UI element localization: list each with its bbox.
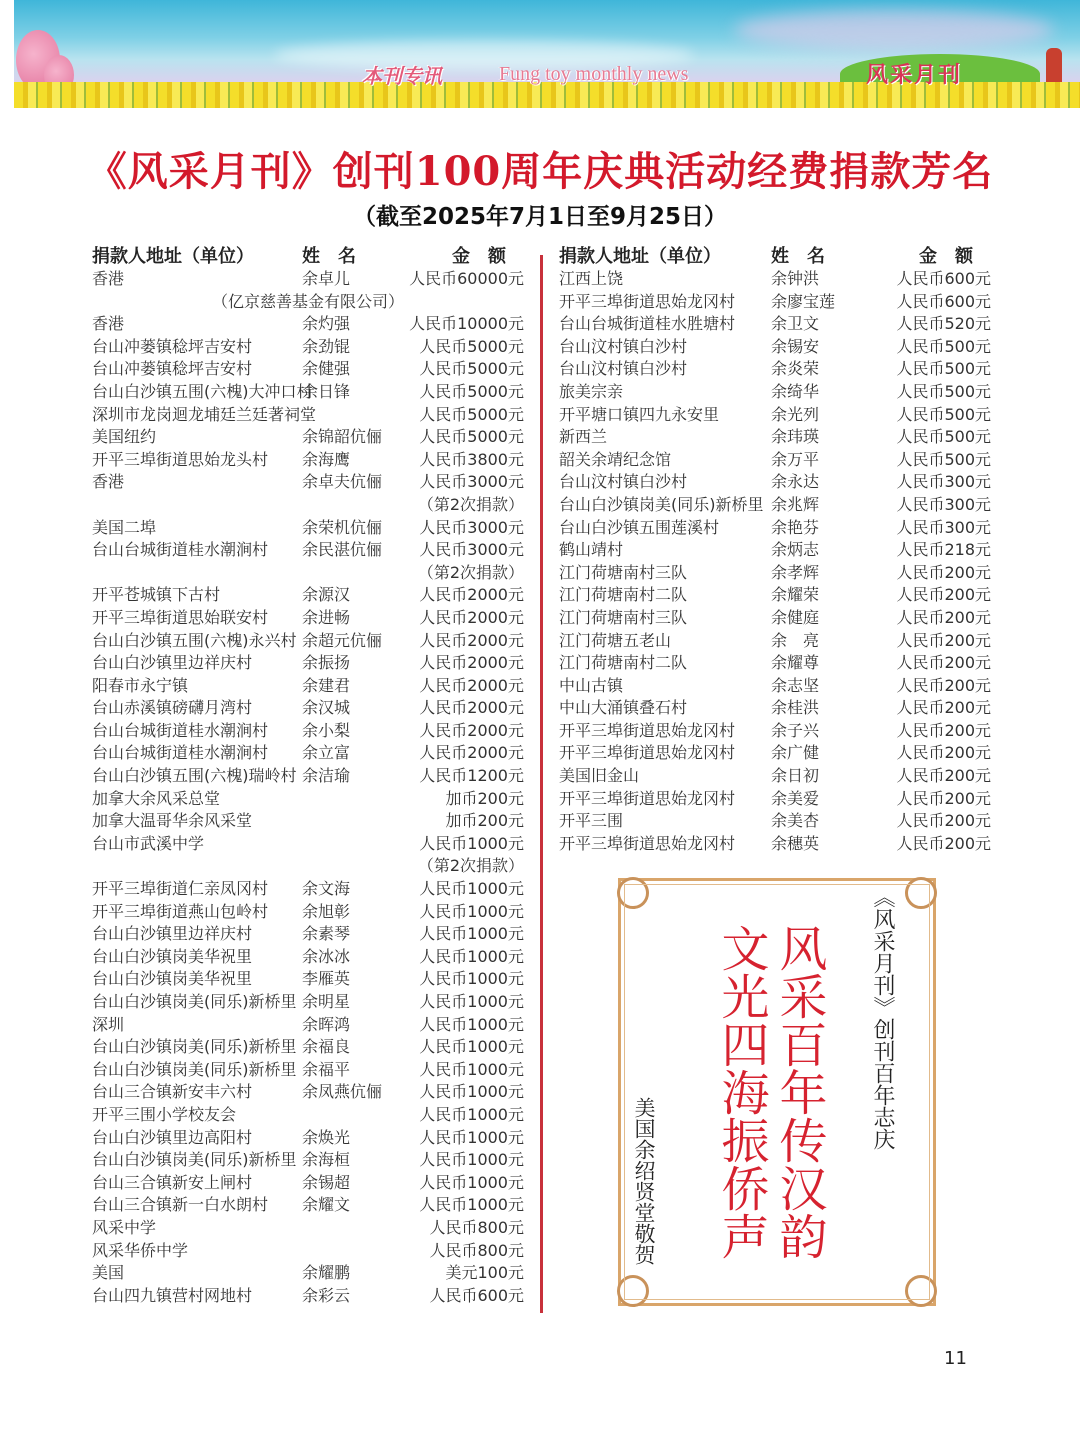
donor-address: 江门荷塘南村三队 [559,562,688,582]
donor-address: 开平三埠街道思始联安村 [92,607,269,627]
table-header [92,246,524,268]
donation-amount: 人民币10000元 [409,314,524,334]
donor-name: 余超元伉俪 [302,630,383,650]
donation-amount: 人民币1000元 [419,969,524,989]
donor-address: 风采中学 [92,1217,157,1237]
donation-amount: 人民币1000元 [419,1172,524,1192]
donor-address: 台山白沙镇五围(六槐)瑞岭村 [92,766,297,786]
donor-name: 余美杏 [771,811,820,831]
donation-amount: 人民币200元 [896,607,991,627]
donation-amount: 人民币1000元 [419,833,524,853]
donor-name: 余艳芬 [771,517,820,537]
table-row [559,517,991,540]
donor-address: 台山白沙镇岗美(同乐)新桥里 [92,992,297,1011]
donation-amount: 人民币500元 [896,449,991,469]
donor-name: 余焕光 [302,1127,351,1147]
donor-name: 余子兴 [771,720,820,740]
donation-amount: 人民币1200元 [419,766,524,786]
donation-amount: 人民币2000元 [419,585,524,605]
card-couplet-line2: 文光四海振侨声 [713,924,769,1260]
donor-address: 深圳市龙岗迴龙埔廷兰廷著祠堂 [92,404,317,424]
table-row [559,742,991,765]
donation-amount: 人民币5000元 [419,404,524,424]
donor-name: 余耀荣 [771,585,820,605]
donor-name: 余晖鸿 [302,1014,351,1034]
donor-name: 余劲锟 [302,336,351,356]
donor-address: 台山汶村镇白沙村 [559,472,688,492]
donor-name: 余耀文 [302,1195,351,1215]
table-row [92,1285,524,1308]
donor-name: 余永达 [771,472,820,492]
donation-amount: 人民币5000元 [419,381,524,401]
donor-address: 香港 [92,472,125,492]
donation-amount: 人民币200元 [896,630,991,650]
donor-list-right [559,246,991,855]
donor-address: 美国纽约 [92,427,157,447]
donation-amount: 人民币500元 [896,404,991,424]
donor-address: 台山白沙镇里边祥庆村 [92,924,253,944]
header-address: 捐款人地址（单位） [92,246,254,267]
donor-name: 余小梨 [302,720,351,740]
donation-amount: 人民币1000元 [419,1059,524,1079]
donor-name: 余锡超 [302,1172,351,1192]
donor-address: 台山白沙镇岗美(同乐)新桥里 [92,1037,297,1057]
table-row [92,562,524,585]
donor-address: 开平塘口镇四九永安里 [559,404,720,424]
donor-address: 开平三围小学校友会 [92,1104,237,1124]
donation-amount: 人民币500元 [896,336,991,356]
donor-address: 台山白沙镇岗美(同乐)新桥里 [92,1059,297,1079]
card-signature: 美国余绍贤堂敬贺 [632,1097,656,1265]
donation-amount: 人民币1000元 [419,924,524,944]
donor-name: 余光列 [771,404,820,424]
table-row [559,313,991,336]
donor-address: 美国 [92,1263,125,1283]
donor-address: 美国二埠 [92,517,157,537]
header-amount: 金 额 [452,246,506,267]
banner-brand: 风采月刊 [866,62,963,88]
donor-address: 台山台城街道桂水胜塘村 [559,314,736,334]
donor-address: 台山白沙镇五围(六槐)大冲口村 [92,381,313,401]
table-row [559,720,991,743]
donor-address: 台山白沙镇五围莲溪村 [559,517,720,537]
table-row [92,358,524,381]
donor-address: 鹤山靖村 [559,540,624,560]
donor-address: 台山汶村镇白沙村 [559,359,688,379]
donation-amount: 人民币5000元 [419,336,524,356]
donation-amount: 人民币2000元 [419,630,524,650]
donation-amount: 人民币3000元 [419,517,524,537]
donation-amount: 人民币2000元 [419,653,524,673]
donation-amount: 人民币200元 [896,788,991,808]
donation-amount: 人民币1000元 [419,1037,524,1057]
donation-amount: 人民币2000元 [419,675,524,695]
donation-amount: 人民币800元 [429,1240,524,1260]
donation-amount: 人民币1000元 [419,992,524,1011]
donor-address: 台山冲蒌镇稔坪吉安村 [92,336,253,356]
donor-address: 阳春市永宁镇 [92,675,189,695]
donation-amount: 人民币500元 [896,427,991,447]
donation-amount: 人民币500元 [896,359,991,379]
donor-address: 香港 [92,314,125,334]
table-row [559,697,991,720]
donation-amount: 人民币1000元 [419,1014,524,1034]
donor-address: 江西上饶 [559,269,624,288]
donor-name: 余锡安 [771,336,820,356]
donation-amount: 人民币200元 [896,833,991,853]
donor-address: 台山三合镇新一白水朗村 [92,1195,269,1215]
table-row [92,923,524,946]
donor-address: 台山三合镇新安丰六村 [92,1082,253,1102]
donor-name: 余冰冰 [302,946,351,966]
donor-name: 余源汉 [302,585,351,605]
donor-name: 余万平 [771,449,820,469]
table-row [92,833,524,856]
donation-amount: 人民币800元 [429,1217,524,1237]
table-row [92,675,524,698]
table-row [559,833,991,856]
table-row [92,1149,524,1172]
donation-amount: 人民币5000元 [419,427,524,447]
donation-amount: 人民币1000元 [419,1127,524,1147]
donor-name: 余灼强 [302,314,351,334]
donor-address: 加拿大温哥华余风采堂 [92,811,253,831]
donor-address: 台山台城街道桂水潮涧村 [92,720,269,740]
donor-address: 风采华侨中学 [92,1240,189,1260]
donor-name: 余福平 [302,1059,351,1079]
table-row [559,630,991,653]
table-row [559,268,991,291]
table-row [559,765,991,788]
donor-address: 开平三埠街道思始龙冈村 [559,788,736,808]
donor-address: 台山台城街道桂水潮涧村 [92,540,269,560]
donation-amount: 加币200元 [445,788,524,808]
donor-address: 台山白沙镇岗美(同乐)新桥里 [559,494,764,514]
table-row [559,426,991,449]
donation-amount: 人民币1000元 [419,901,524,921]
donor-address: 韶关余靖纪念馆 [559,449,672,469]
table-row [559,607,991,630]
donor-name: 余汉城 [302,698,351,718]
donor-name: 余海桓 [302,1150,351,1170]
donation-amount: 人民币300元 [896,472,991,492]
card-publication: 《风采月刊》创刊百年志庆 [870,886,895,1150]
donor-note: （亿京慈善基金有限公司） [211,291,404,311]
table-row [92,494,524,517]
table-row [92,1127,524,1150]
banner-cloud [734,10,1054,50]
column-divider [540,255,543,1313]
donor-address: 开平三埠街道思始龙冈村 [559,291,736,311]
donation-amount: 人民币500元 [896,381,991,401]
donor-name: 余建君 [302,675,351,695]
donor-name: 余穗英 [771,833,820,853]
donation-amount: 人民币1000元 [419,1195,524,1215]
donor-name: 余炳志 [771,540,820,560]
table-row [92,607,524,630]
donation-note: （第2次捐款） [417,562,524,582]
donor-address: 江门荷塘南村二队 [559,585,688,605]
header-name: 姓 名 [302,246,356,267]
table-row [92,381,524,404]
table-row [559,381,991,404]
donor-name: 余素琴 [302,924,351,944]
donor-address: 台山台城街道桂水潮涧村 [92,743,269,763]
donor-address: 中山古镇 [559,675,624,695]
donation-amount: 人民币200元 [896,698,991,718]
donor-address: 江门荷塘南村三队 [559,607,688,627]
donor-address: 旅美宗亲 [559,381,624,401]
table-row [92,878,524,901]
table-row [92,584,524,607]
page-number: 11 [944,1348,967,1369]
donation-amount: 加币200元 [445,811,524,831]
donation-amount: 人民币200元 [896,720,991,740]
donor-name: 余福良 [302,1037,351,1057]
table-row [559,810,991,833]
table-row [92,1217,524,1240]
table-row [92,1036,524,1059]
donor-name: 李雁英 [302,969,351,989]
donation-amount: 美元100元 [445,1263,524,1283]
donation-amount: 人民币218元 [896,540,991,560]
table-row [559,449,991,472]
donor-address: 开平三埠街道思始龙头村 [92,449,269,469]
table-row [92,946,524,969]
donation-amount: 人民币200元 [896,675,991,695]
greeting-card [612,872,942,1312]
header-address: 捐款人地址（单位） [559,246,721,267]
page-title: 《风采月刊》创刊100周年庆典活动经费捐款芳名 [86,148,994,195]
donor-address: 开平三埠街道燕山包岭村 [92,901,269,921]
table-row [92,720,524,743]
table-row [559,652,991,675]
donation-amount: 人民币2000元 [419,698,524,718]
donor-address: 开平三围 [559,811,624,831]
table-row [92,968,524,991]
donor-name: 余 亮 [771,630,820,650]
table-row [92,1262,524,1285]
donation-amount: 人民币1000元 [419,1150,524,1170]
table-row [92,539,524,562]
donation-amount: 人民币300元 [896,494,991,514]
donor-name: 余廖宝莲 [771,291,836,311]
donation-amount: 人民币600元 [429,1285,524,1305]
table-row [559,471,991,494]
table-row [559,336,991,359]
table-row [92,901,524,924]
donor-name: 余志坚 [771,675,820,695]
donation-amount: 人民币3000元 [419,540,524,560]
table-row [559,539,991,562]
donor-name: 余卫文 [771,314,820,334]
donor-address: 美国旧金山 [559,766,640,786]
table-row [92,1104,524,1127]
donation-amount: 人民币200元 [896,811,991,831]
donor-address: 台山白沙镇岗美(同乐)新桥里 [92,1150,297,1170]
donor-name: 余卓夫伉俪 [302,472,383,492]
donation-amount: 人民币600元 [896,269,991,288]
donor-address: 台山冲蒌镇稔坪吉安村 [92,359,253,379]
header-name: 姓 名 [771,246,825,267]
donation-amount: 人民币200元 [896,562,991,582]
table-row [92,1081,524,1104]
donation-amount: 人民币200元 [896,766,991,786]
table-row [92,517,524,540]
donor-name: 余日初 [771,766,820,786]
donor-name: 余广健 [771,743,820,763]
donor-name: 余桂洪 [771,698,820,718]
table-row [92,630,524,653]
header-amount: 金 额 [919,246,973,267]
donor-name: 余耀鹏 [302,1263,351,1283]
banner-english-title: Fung toy monthly news [499,63,689,85]
table-row [92,855,524,878]
table-row [92,652,524,675]
donor-address: 台山白沙镇五围(六槐)永兴村 [92,630,297,650]
donor-address: 江门荷塘五老山 [559,630,672,650]
donor-address: 台山白沙镇里边高阳村 [92,1127,253,1147]
donor-address: 台山四九镇营村网地村 [92,1285,253,1305]
donor-address: 台山白沙镇岗美华祝里 [92,969,253,989]
donor-address: 台山白沙镇里边祥庆村 [92,653,253,673]
table-row [92,268,524,291]
donor-address: 开平三埠街道仁亲凤冈村 [92,879,269,899]
donation-amount: 人民币200元 [896,743,991,763]
table-row [559,404,991,427]
table-row [92,1172,524,1195]
table-row [92,991,524,1014]
donor-address: 台山三合镇新安上闸村 [92,1172,253,1192]
table-row [92,1059,524,1082]
table-row [92,810,524,833]
table-row [92,471,524,494]
donation-amount: 人民币300元 [896,517,991,537]
table-row [92,336,524,359]
table-row [92,291,524,314]
donor-address: 加拿大余风采总堂 [92,788,221,808]
table-row [92,404,524,427]
table-row [92,1194,524,1217]
donor-name: 余明星 [302,992,351,1011]
donation-amount: 人民币1000元 [419,946,524,966]
table-row [559,562,991,585]
donor-name: 余彩云 [302,1285,351,1305]
donation-amount: 人民币60000元 [409,269,524,288]
donor-name: 余文海 [302,879,351,899]
donation-note: （第2次捐款） [417,856,524,876]
donor-address: 开平三埠街道思始龙冈村 [559,833,736,853]
donor-name: 余孝辉 [771,562,820,582]
table-row [92,765,524,788]
donation-amount: 人民币1000元 [419,1082,524,1102]
header-banner [14,0,1080,108]
donor-name: 余炎荣 [771,359,820,379]
table-row [92,449,524,472]
donor-name: 余兆辉 [771,494,820,514]
banner-kicker: 本刊专讯 [362,64,442,88]
donor-address: 深圳 [92,1014,125,1034]
table-row [559,494,991,517]
donor-name: 余绮华 [771,381,820,401]
donation-amount: 人民币3000元 [419,472,524,492]
donor-name: 余民湛伉俪 [302,540,383,560]
card-couplet-line1: 风采百年传汉韵 [771,924,827,1260]
table-row [92,313,524,336]
page-subtitle: （截至2025年7月1日至9月25日） [352,204,728,230]
donation-amount: 人民币600元 [896,291,991,311]
table-row [559,358,991,381]
donor-name: 余振扬 [302,653,351,673]
donor-address: 江门荷塘南村二队 [559,653,688,673]
donation-note: （第2次捐款） [417,494,524,514]
donation-amount: 人民币1000元 [419,879,524,899]
donor-address: 香港 [92,269,125,288]
donor-address: 新西兰 [559,427,608,447]
donor-name: 余日锋 [302,381,351,401]
donor-address: 台山白沙镇岗美华祝里 [92,946,253,966]
donor-name: 余进畅 [302,607,351,627]
donor-name: 余卓儿 [302,269,351,288]
donor-name: 余锦韶伉俪 [302,427,383,447]
donor-name: 余健庭 [771,607,820,627]
donor-name: 余美爱 [771,788,820,808]
donor-address: 开平苍城镇下古村 [92,585,221,605]
donor-name: 余立富 [302,743,351,763]
donor-name: 余健强 [302,359,351,379]
donor-name: 余钟洪 [771,269,820,288]
table-row [92,788,524,811]
table-row [92,1014,524,1037]
donation-amount: 人民币2000元 [419,607,524,627]
donor-address: 开平三埠街道思始龙冈村 [559,720,736,740]
donor-address: 台山赤溪镇磅礴月湾村 [92,698,253,718]
table-row [559,584,991,607]
table-row [559,788,991,811]
donation-amount: 人民币1000元 [419,1104,524,1124]
donor-name: 余玮瑛 [771,427,820,447]
donor-address: 开平三埠街道思始龙冈村 [559,743,736,763]
donation-amount: 人民币200元 [896,653,991,673]
donor-list-left [92,246,524,1307]
donation-amount: 人民币520元 [896,314,991,334]
donor-name: 余耀尊 [771,653,820,673]
donor-address: 台山汶村镇白沙村 [559,336,688,356]
table-row [559,291,991,314]
donation-amount: 人民币2000元 [419,720,524,740]
table-row [559,675,991,698]
donation-amount: 人民币200元 [896,585,991,605]
donor-name: 余荣机伉俪 [302,517,383,537]
donor-name: 余凤燕伉俪 [302,1082,383,1102]
donor-address: 台山市武溪中学 [92,833,205,853]
donor-address: 中山大涌镇叠石村 [559,698,688,718]
table-row [92,1240,524,1263]
table-row [92,697,524,720]
donation-amount: 人民币2000元 [419,743,524,763]
donation-amount: 人民币5000元 [419,359,524,379]
table-row [92,742,524,765]
donor-name: 余海鹰 [302,449,351,469]
donor-name: 余旭彰 [302,901,351,921]
donor-name: 余洁瑜 [302,766,351,786]
donation-amount: 人民币3800元 [419,449,524,469]
table-header [559,246,991,268]
table-row [92,426,524,449]
